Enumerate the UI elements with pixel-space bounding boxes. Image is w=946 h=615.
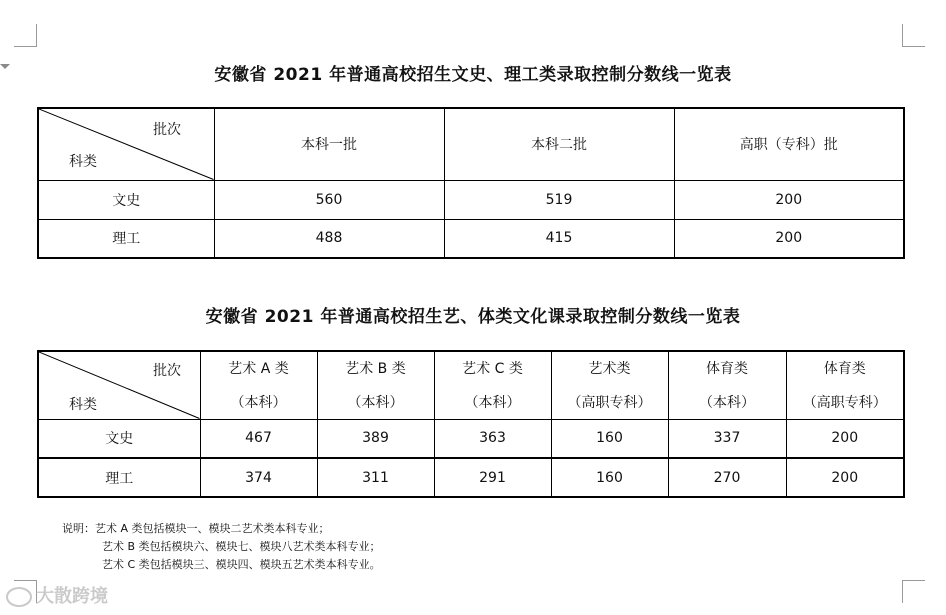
table1-title: 安徽省 2021 年普通高校招生文史、理工类录取控制分数线一览表	[214, 65, 732, 85]
row-label: 理工	[38, 458, 200, 497]
corner-header-cell	[38, 108, 214, 180]
column-header: 本科一批	[214, 108, 444, 180]
column-name: 体育类	[823, 361, 866, 378]
column-header	[200, 351, 317, 419]
watermark-logo	[6, 582, 108, 608]
row-label: 文史	[38, 419, 200, 458]
table-row	[38, 419, 904, 458]
score-cell: 200	[786, 419, 904, 458]
footnote-line: 说明：艺术 A 类包括模块一、模块二艺术类本科专业；	[62, 522, 330, 535]
score-cell: 200	[674, 219, 904, 258]
table-row	[38, 219, 904, 258]
score-cell: 270	[668, 458, 786, 497]
score-cell: 200	[786, 458, 904, 497]
margin-corner-mark	[14, 24, 37, 47]
score-cell: 311	[317, 458, 434, 497]
score-cell: 560	[214, 180, 444, 219]
score-cell: 337	[668, 419, 786, 458]
corner-label-batch: 批次	[153, 122, 181, 138]
footnote-line: 艺术 C 类包括模块三、模块四、模块五艺术类本科专业。	[102, 558, 381, 571]
row-label: 理工	[38, 219, 214, 258]
margin-corner-mark	[902, 580, 925, 603]
footnote-block	[62, 520, 381, 574]
score-cell: 467	[200, 419, 317, 458]
footnote-line: 艺术 B 类包括模块六、模块七、模块八艺术类本科专业；	[102, 540, 381, 553]
corner-header-cell	[38, 351, 200, 419]
column-header: 高职（专科）批	[674, 108, 904, 180]
column-header	[317, 351, 434, 419]
score-cell: 488	[214, 219, 444, 258]
column-name: 艺术 A 类	[228, 361, 289, 378]
score-cell: 363	[434, 419, 551, 458]
score-cell: 389	[317, 419, 434, 458]
diagonal-divider	[39, 109, 214, 180]
column-header	[786, 351, 904, 419]
corner-label-batch: 批次	[153, 363, 181, 379]
column-subtitle: （本科）	[230, 395, 287, 412]
margin-corner-mark	[902, 24, 925, 47]
column-name: 体育类	[706, 361, 748, 378]
corner-label-category: 科类	[69, 397, 97, 413]
score-cell: 291	[434, 458, 551, 497]
table2-title: 安徽省 2021 年普通高校招生艺、体类文化课录取控制分数线一览表	[205, 307, 741, 327]
column-subtitle: （本科）	[347, 395, 404, 412]
column-header	[551, 351, 668, 419]
column-header: 本科二批	[444, 108, 674, 180]
column-name: 艺术 B 类	[345, 361, 406, 378]
column-subtitle: （高职专科）	[567, 395, 652, 412]
art-sports-score-table	[37, 350, 905, 498]
score-cell: 415	[444, 219, 674, 258]
row-label: 文史	[38, 180, 214, 219]
score-cell: 374	[200, 458, 317, 497]
score-cell: 519	[444, 180, 674, 219]
column-header	[668, 351, 786, 419]
watermark-text: 大散跨境	[36, 586, 108, 607]
table-row	[38, 180, 904, 219]
column-name: 艺术 C 类	[462, 361, 523, 378]
column-subtitle: （高职专科）	[802, 395, 887, 412]
score-cell: 160	[551, 458, 668, 497]
score-cell: 160	[551, 419, 668, 458]
watermark-icon	[6, 587, 32, 607]
column-subtitle: （本科）	[464, 395, 521, 412]
score-cell: 200	[674, 180, 904, 219]
table-row	[38, 458, 904, 497]
column-name: 艺术类	[588, 361, 631, 378]
corner-label-category: 科类	[69, 154, 97, 170]
column-subtitle: （本科）	[699, 395, 755, 412]
liberal-science-score-table	[37, 107, 905, 259]
column-header	[434, 351, 551, 419]
